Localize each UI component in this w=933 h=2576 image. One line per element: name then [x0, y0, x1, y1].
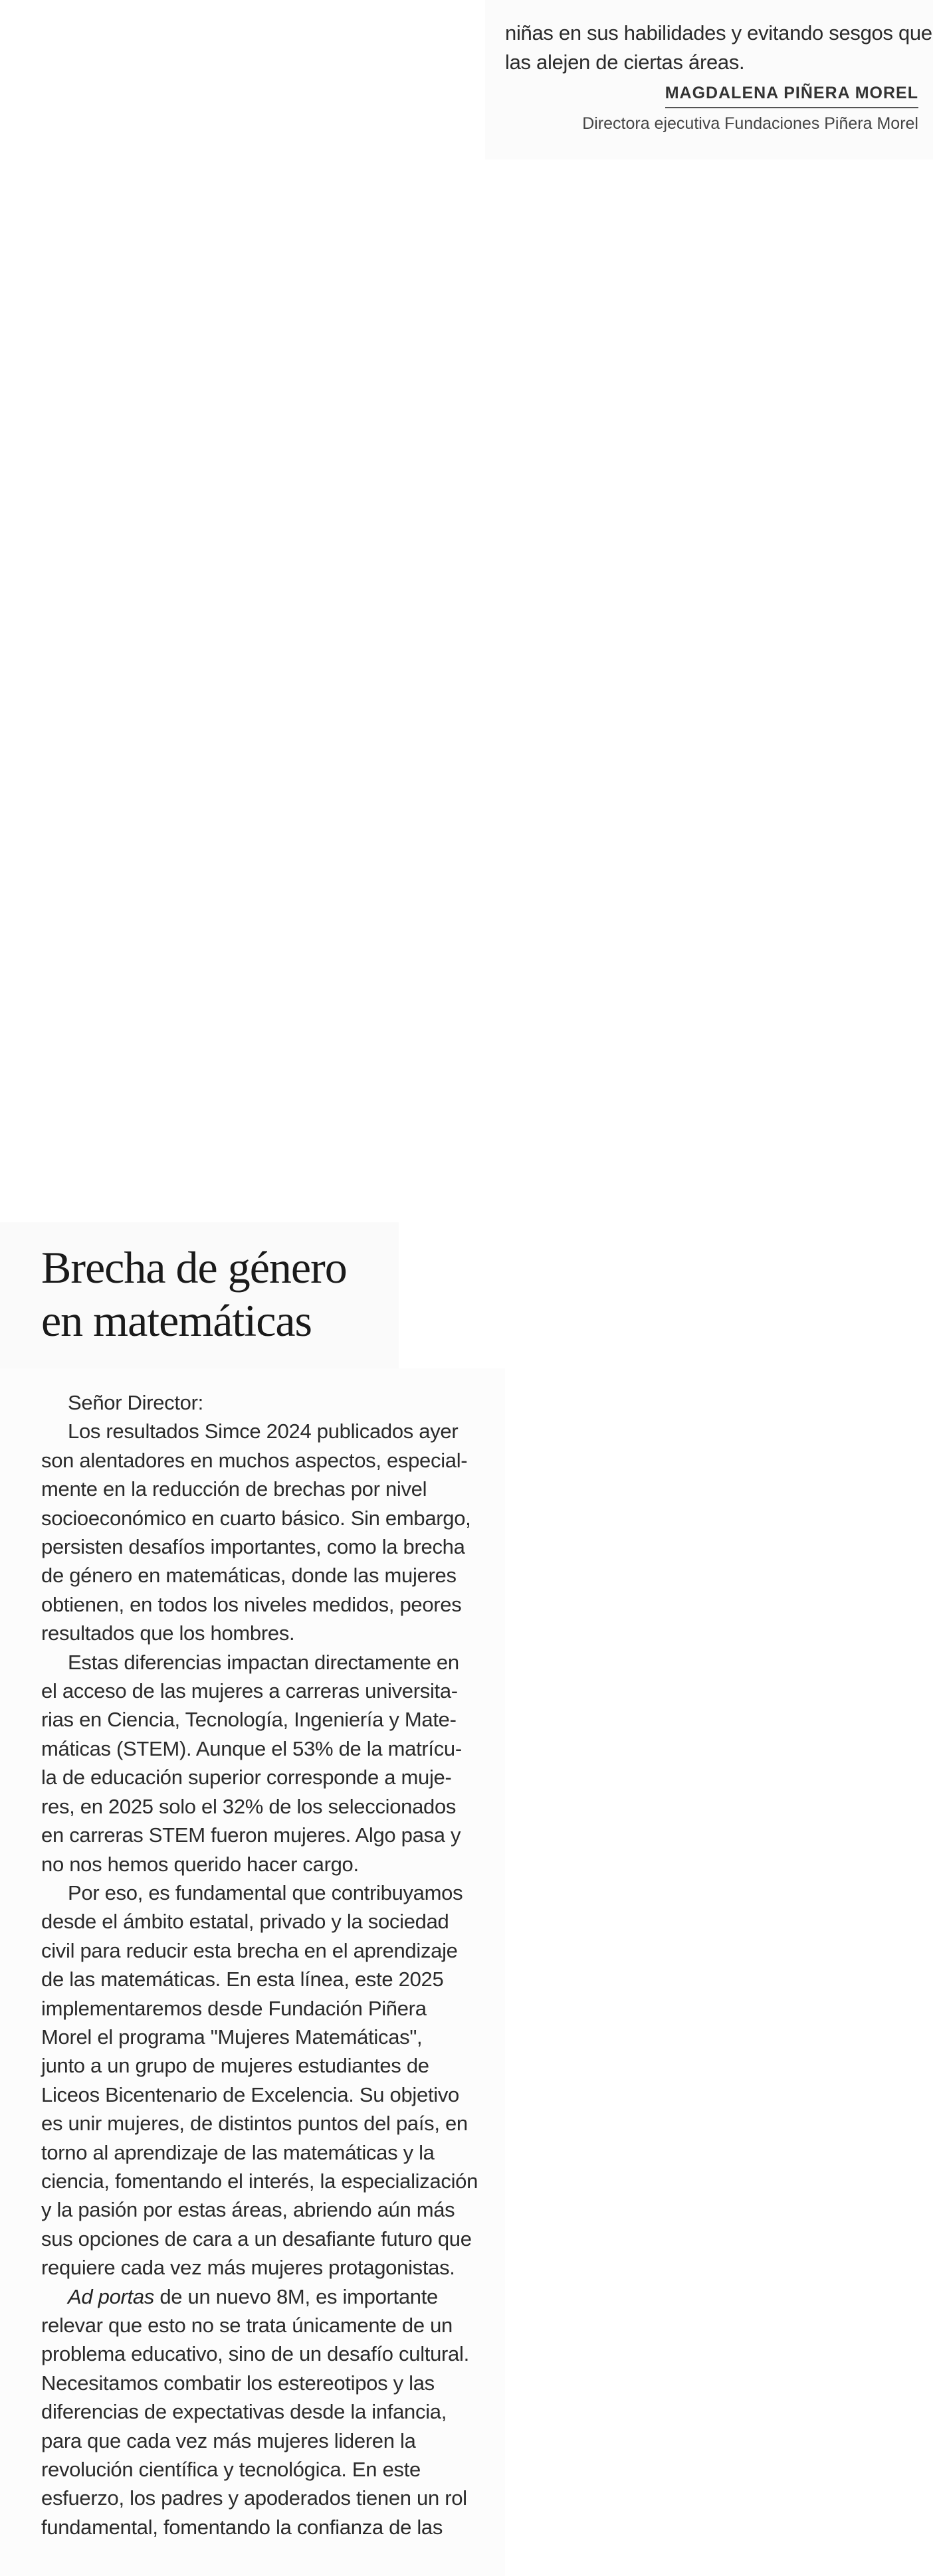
text-line: en carreras STEM fueron mujeres. Algo pasa y	[41, 1823, 461, 1847]
text-line: de las matemáticas. En esta línea, este 2025	[41, 1968, 444, 1991]
text-line: Los resultados Simce 2024 publicados ayer	[68, 1420, 459, 1443]
letter-body	[0, 1368, 505, 2576]
text-line: es unir mujeres, de distintos puntos del país, en	[41, 2112, 468, 2136]
letter-text	[41, 1388, 478, 2541]
text-line: Por eso, es fundamental que contribuyamos	[68, 1881, 463, 1904]
text-line: ciencia, fomentando el interés, la especialización	[41, 2169, 478, 2193]
text-line: rias en Ciencia, Tecnología, Ingeniería y Mate-	[41, 1708, 457, 1732]
text-line: requiere cada vez más mujeres protagonistas.	[41, 2256, 455, 2280]
text-line: no nos hemos querido hacer cargo.	[41, 1852, 359, 1876]
text-line: Necesitamos combatir los estereotipos y las	[41, 2371, 435, 2395]
emphasis-ad-portas: Ad portas	[68, 2284, 154, 2308]
text-line: revolución científica y tecnológica. En este	[41, 2458, 421, 2482]
text-line: y la pasión por estas áreas, abriendo aún más	[41, 2198, 455, 2222]
text-line: civil para reducir esta brecha en el aprendizaje	[41, 1938, 458, 1962]
text-line: el acceso de las mujeres a carreras universita-	[41, 1679, 458, 1703]
previous-letter-continuation	[485, 0, 933, 159]
text-line: problema educativo, sino de un desafío cultural.	[41, 2342, 469, 2366]
title-line: en matemáticas	[41, 1295, 312, 1346]
text-line: de género en matemáticas, donde las mujeres	[41, 1564, 457, 1588]
text-line: Liceos Bicentenario de Excelencia. Su objetivo	[41, 2082, 459, 2106]
text-line: desde el ámbito estatal, privado y la sociedad	[41, 1910, 449, 1934]
text-line: máticas (STEM). Aunque el 53% de la matrícu-	[41, 1736, 462, 1760]
text-line: Morel el programa "Mujeres Matemáticas",	[41, 2025, 423, 2049]
text-fragment: de un nuevo 8M, es importante	[154, 2284, 438, 2308]
text-line: diferencias de expectativas desde la infancia,	[41, 2400, 447, 2424]
article-title	[41, 1241, 347, 1347]
text-line: sus opciones de cara a un desafiante futuro que	[41, 2227, 472, 2251]
text-line: socioeconómico en cuarto básico. Sin embargo,	[41, 1506, 471, 1530]
text-line: mente en la reducción de brechas por nivel	[41, 1477, 427, 1501]
author-name: MAGDALENA PIÑERA MOREL	[665, 84, 918, 108]
text-line: implementaremos desde Fundación Piñera	[41, 1996, 427, 2020]
article-headline-box	[0, 1222, 399, 1368]
text-line: fundamental, fomentando la confianza de las	[41, 2515, 443, 2539]
text-line	[41, 2282, 466, 2311]
salutation: Señor Director:	[68, 1391, 203, 1414]
text-line: la de educación superior corresponde a muje-	[41, 1766, 452, 1790]
text-line: esfuerzo, los padres y apoderados tienen un rol	[41, 2486, 467, 2510]
continuation-text	[505, 19, 932, 77]
text-line: persisten desafíos importantes, como la brecha	[41, 1535, 465, 1559]
text-line: torno al aprendizaje de las matemáticas y la	[41, 2140, 435, 2164]
text-line: res, en 2025 solo el 32% de los seleccionados	[41, 1794, 457, 1818]
text-line: obtienen, en todos los niveles medidos, peores	[41, 1592, 462, 1616]
text-line: relevar que esto no se trata únicamente de un	[41, 2314, 453, 2337]
text-line: Estas diferencias impactan directamente en	[68, 1650, 459, 1674]
text-line: niñas en sus habilidades y evitando sesgos que	[505, 21, 932, 45]
text-line: junto a un grupo de mujeres estudiantes de	[41, 2054, 429, 2078]
title-line: Brecha de género	[41, 1242, 347, 1293]
text-line: las alejen de ciertas áreas.	[505, 50, 745, 74]
text-line: son alentadores en muchos aspectos, especial-	[41, 1448, 468, 1472]
text-line: para que cada vez más mujeres lideren la	[41, 2429, 416, 2452]
author-role: Directora ejecutiva Fundaciones Piñera Morel	[582, 114, 918, 133]
text-line: resultados que los hombres.	[41, 1621, 295, 1645]
